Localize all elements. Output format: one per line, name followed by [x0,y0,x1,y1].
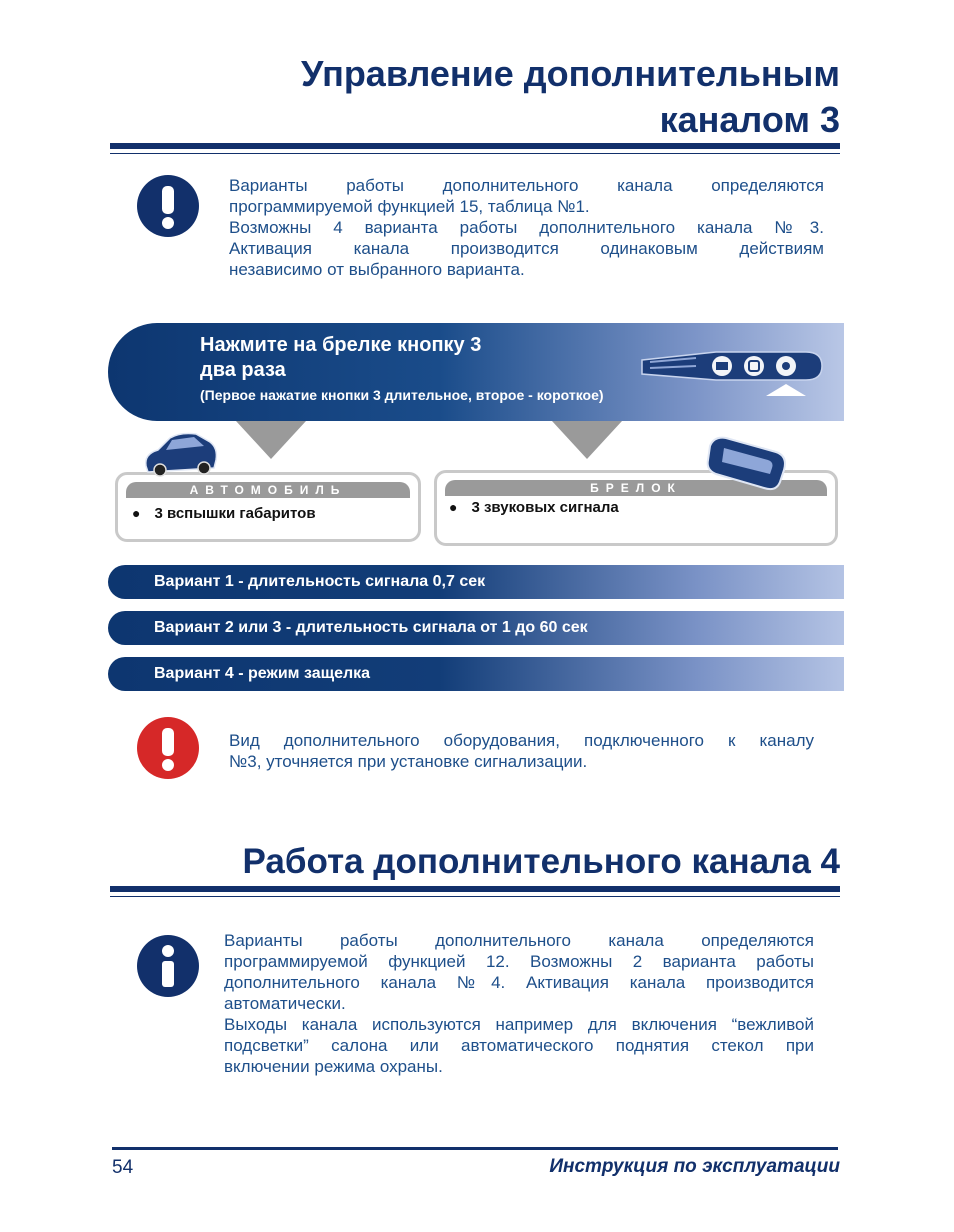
car-panel-bullet [132,505,316,523]
variant-bar-1 [108,565,844,599]
section2-info [224,930,814,1077]
info-line: Варианты работы дополнительного канала определяются [224,931,814,950]
remote-icon [704,434,790,499]
section2-rule-thin [110,896,840,897]
warning-line: №3, уточняется при установке сигнализации. [229,752,588,771]
info-line: автоматически. [224,994,346,1013]
section1-title-line2: каналом 3 [659,99,840,140]
arrow-down-icon [552,421,622,466]
variant-label: Вариант 1 - длительность сигнала 0,7 сек [154,573,486,590]
action-line2: два раза [200,359,286,381]
page-number: 54 [112,1157,134,1178]
key-fob-icon [636,348,824,400]
action-main-text [200,333,481,383]
note-line: Возможны 4 варианта работы дополнительного канала №3. [229,218,824,237]
car-icon [140,428,220,483]
section1-note [229,175,824,280]
car-panel-header: АВТОМОБИЛЬ [126,482,410,498]
section1-title-line1: Управление дополнительным [301,53,840,94]
note-line: Активация канала производится одинаковым действиям [229,239,824,258]
footer-title: Инструкция по эксплуатации [549,1156,840,1177]
info-line: подсветки” салона или автоматического поднятия стекол при [224,1036,814,1055]
exclamation-icon [137,175,199,237]
note-line: программируемой функцией 15, таблица №1. [229,197,590,216]
info-line: дополнительного канала №4. Активация канала производится [224,973,814,992]
variant-label: Вариант 2 или 3 - длительность сигнала от 1 до 60 сек [154,619,588,636]
title-rule-thin [110,153,840,154]
info-line: Выходы канала используются например для включения “вежливой [224,1015,814,1034]
warning-line: Вид дополнительного оборудования, подключенного к каналу [229,731,814,750]
footer-rule [112,1147,838,1150]
warning-text [229,730,814,772]
note-line: Варианты работы дополнительного канала определяются [229,176,824,195]
note-line: независимо от выбранного варианта. [229,260,525,279]
variant-label: Вариант 4 - режим защелка [154,665,371,682]
section2-rule [110,886,840,892]
bullet-icon: ● [132,505,141,521]
info-line: включении режима охраны. [224,1057,443,1076]
car-bullet-text: 3 вспышки габаритов [154,505,316,522]
fob-bullet-text: 3 звуковых сигнала [471,499,619,516]
warning-exclamation-icon [137,717,199,779]
info-line: программируемой функцией 12. Возможны 2 варианта работы [224,952,814,971]
arrow-down-icon [236,421,306,466]
section2-title: Работа дополнительного канала 4 [242,842,840,881]
bullet-icon: ● [449,499,458,515]
action-line1: Нажмите на брелке кнопку 3 [200,334,482,356]
fob-panel-bullet [449,499,619,517]
action-sub-text: (Первое нажатие кнопки 3 длительное, второе - короткое) [200,387,604,403]
info-icon [137,935,199,997]
fob-panel-header: БРЕЛОК [445,480,827,496]
variant-bar-3 [108,657,844,691]
variant-bar-2 [108,611,844,645]
title-rule [110,143,840,149]
